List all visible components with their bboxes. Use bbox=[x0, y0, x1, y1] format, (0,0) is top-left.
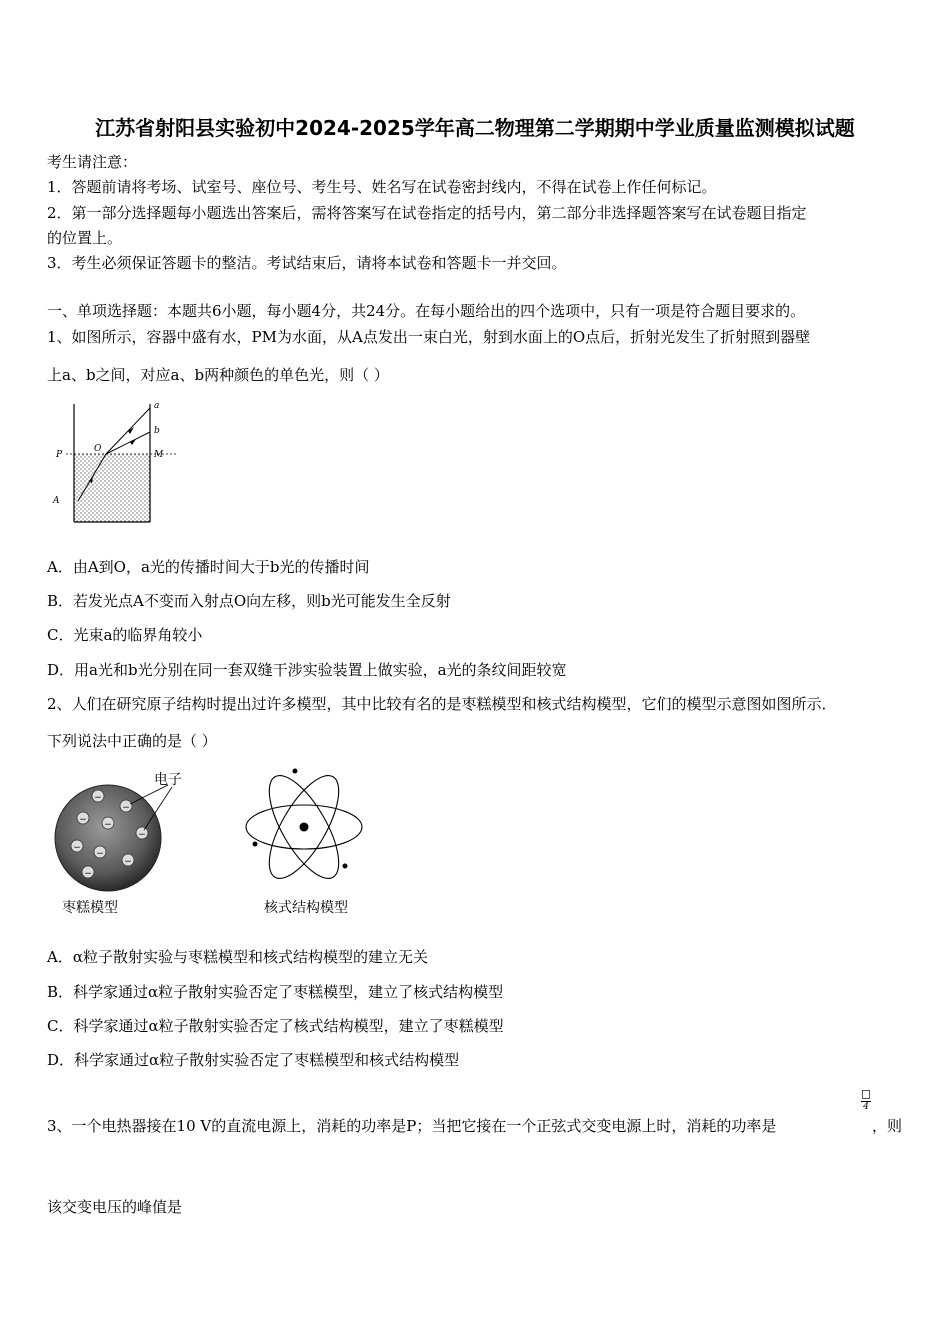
refraction-figure bbox=[48, 396, 188, 526]
nuclear-caption: 核式结构模型 bbox=[264, 900, 348, 916]
ray-b-arrow bbox=[130, 439, 136, 445]
power-fraction bbox=[860, 1090, 872, 1112]
plum-pudding-caption: 枣糕模型 bbox=[62, 900, 118, 916]
label-a: a bbox=[154, 401, 160, 411]
electron-sign: − bbox=[84, 869, 92, 879]
notice-item: 1．答题前请将考场、试室号、座位号、考生号、姓名写在试卷密封线内，不得在试卷上作任何标记。 bbox=[47, 178, 717, 196]
label-o: O bbox=[94, 444, 102, 454]
orbital-electron bbox=[293, 769, 298, 774]
section-heading: 一、单项选择题：本题共6小题，每小题4分，共24分。在每小题给出的四个选项中，只有一项是符合题目要求的。 bbox=[47, 302, 806, 320]
notice-heading: 考生请注意： bbox=[47, 153, 138, 171]
q1-option-d: D．用a光和b光分别在同一套双缝干涉实验装置上做实验，a光的条纹间距较宽 bbox=[47, 661, 567, 679]
atom-models-figure bbox=[50, 760, 370, 920]
ray-b bbox=[106, 432, 150, 454]
notice-item: 的位置上。 bbox=[47, 229, 123, 247]
notice-item: 2．第一部分选择题每小题选出答案后，需将答案写在试卷指定的括号内，第二部分非选择题答案写在试卷题目指定 bbox=[47, 204, 807, 222]
fraction-denominator: 4 bbox=[863, 1102, 869, 1112]
q2-stem: 2、人们在研究原子结构时提出过许多模型，其中比较有名的是枣糕模型和核式结构模型，它们的模型示意图如图所示． bbox=[47, 695, 837, 713]
electron-sign: − bbox=[79, 815, 87, 825]
electron-sign: − bbox=[122, 803, 130, 813]
notice-item: 3．考生必须保证答题卡的整洁。考试结束后，请将本试卷和答题卡一并交回。 bbox=[47, 254, 567, 272]
q2-option-b: B．科学家通过α粒子散射实验否定了枣糕模型，建立了核式结构模型 bbox=[47, 983, 504, 1001]
orbital-electron bbox=[253, 842, 258, 847]
label-m: M bbox=[154, 450, 164, 460]
q2-stem-cont: 下列说法中正确的是（ ） bbox=[47, 732, 217, 750]
label-A: A bbox=[53, 496, 60, 506]
nucleus bbox=[300, 823, 309, 832]
nuclear-model bbox=[246, 766, 362, 888]
fraction-numerator-box bbox=[862, 1090, 870, 1099]
label-b: b bbox=[154, 426, 160, 436]
q2-option-c: C．科学家通过α粒子散射实验否定了核式结构模型，建立了枣糕模型 bbox=[47, 1017, 504, 1035]
electron-sign: − bbox=[73, 843, 81, 853]
q2-option-a: A．α粒子散射实验与枣糕模型和核式结构模型的建立无关 bbox=[47, 948, 428, 966]
page-title: 江苏省射阳县实验初中2024-2025学年高二物理第二学期期中学业质量监测模拟试题 bbox=[95, 116, 855, 140]
label-p: P bbox=[56, 450, 63, 460]
electron-label: 电子 bbox=[154, 772, 182, 788]
q3-stem-tail: ，则 bbox=[872, 1117, 903, 1135]
electron-sign: − bbox=[96, 849, 104, 859]
q2-option-d: D．科学家通过α粒子散射实验否定了枣糕模型和核式结构模型 bbox=[47, 1051, 460, 1069]
q1-option-a: A．由A到O，a光的传播时间大于b光的传播时间 bbox=[47, 558, 370, 576]
orbital-electron bbox=[343, 864, 348, 869]
electron-sign: − bbox=[104, 820, 112, 830]
q3-stem: 3、一个电热器接在10 V的直流电源上，消耗的功率是P；当把它接在一个正弦式交变电源上时，消耗的功率是 bbox=[47, 1117, 777, 1135]
electron-sign: − bbox=[124, 857, 132, 867]
q1-stem-cont: 上a、b之间，对应a、b两种颜色的单色光，则（ ） bbox=[47, 366, 389, 384]
q3-stem-cont: 该交变电压的峰值是 bbox=[47, 1198, 183, 1216]
electron-sign: − bbox=[94, 793, 102, 803]
q1-option-b: B．若发光点A不变而入射点O向左移，则b光可能发生全反射 bbox=[47, 592, 451, 610]
q1-option-c: C．光束a的临界角较小 bbox=[47, 626, 203, 644]
q1-stem: 1、如图所示，容器中盛有水，PM为水面，从A点发出一束白光，射到水面上的O点后，折射光发生了折射照到器壁 bbox=[47, 328, 811, 346]
electron-sign: − bbox=[138, 830, 146, 840]
